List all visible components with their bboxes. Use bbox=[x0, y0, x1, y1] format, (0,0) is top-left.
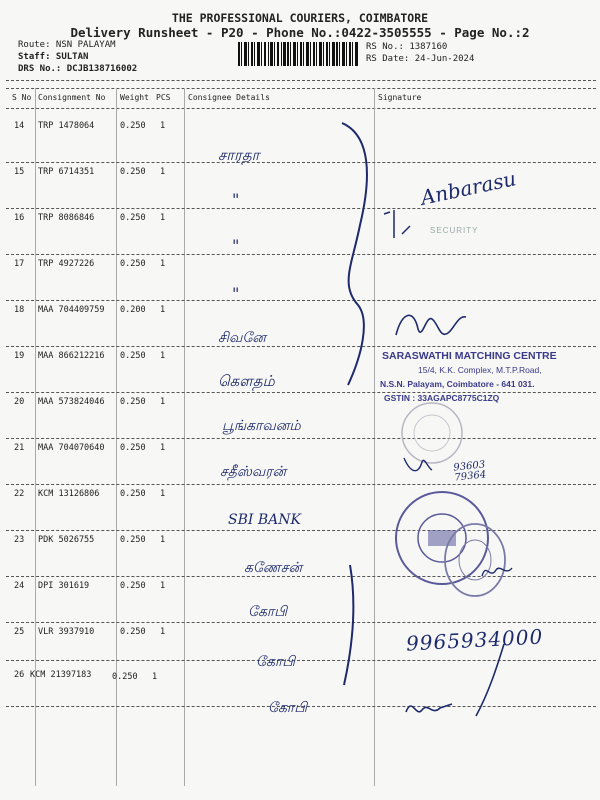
row-sno: 25 bbox=[14, 627, 25, 637]
row-pcs: 1 bbox=[160, 351, 166, 361]
row-consignment: MAA 573824046 bbox=[38, 397, 105, 407]
row-weight: 0.250 bbox=[120, 167, 146, 177]
row-handwritten-name: " bbox=[232, 190, 240, 209]
stamp-address-line1: 15/4, K.K. Complex, M.T.P.Road, bbox=[418, 365, 542, 375]
row-handwritten-name: கோபி bbox=[256, 654, 295, 670]
staff-label: Staff: SULTAN bbox=[18, 52, 89, 62]
col-divider-3 bbox=[184, 88, 185, 786]
row-weight: 0.250 bbox=[120, 489, 146, 499]
row-pcs: 1 bbox=[160, 443, 166, 453]
row-consignment: MAA 704409759 bbox=[38, 305, 105, 315]
row-consignment: MAA 704070640 bbox=[38, 443, 105, 453]
row-pcs: 1 bbox=[160, 305, 166, 315]
row-pcs: 1 bbox=[160, 535, 166, 545]
row-weight: 0.250 bbox=[120, 121, 146, 131]
row-consignment: MAA 866212216 bbox=[38, 351, 105, 361]
signature-scribble bbox=[380, 204, 420, 244]
signature-anbarasu: Anbarasu bbox=[418, 166, 519, 210]
col-header-pcs: PCS bbox=[156, 93, 171, 102]
row-pcs: 1 bbox=[160, 121, 166, 131]
row-weight: 0.250 bbox=[120, 351, 146, 361]
row-consignment: TRP 4927226 bbox=[38, 259, 95, 269]
row-handwritten-name: கோபி bbox=[248, 604, 287, 620]
row-sno: 21 bbox=[14, 443, 25, 453]
row-pcs: 1 bbox=[160, 259, 166, 269]
row-consignment: PDK 5026755 bbox=[38, 535, 95, 545]
col-header-details: Consignee Details bbox=[188, 93, 270, 102]
runsheet-subtitle: Delivery Runsheet - P20 - Phone No.:0422-3505555 - Page No.:2 bbox=[70, 25, 530, 40]
row-handwritten-name: பூங்காவனம் bbox=[222, 418, 301, 434]
col-header-weight: Weight bbox=[120, 93, 149, 102]
row-pcs: 1 bbox=[152, 672, 158, 682]
handwritten-phone-number: 9965934000 bbox=[405, 624, 544, 656]
row-weight: 0.250 bbox=[120, 397, 146, 407]
barcode bbox=[238, 42, 358, 66]
stamp-shop-name: SARASWATHI MATCHING CENTRE bbox=[382, 350, 557, 362]
row-rule bbox=[6, 484, 596, 485]
row-consignment: VLR 3937910 bbox=[38, 627, 95, 637]
signature-scribble bbox=[478, 556, 518, 586]
route-label: Route: NSN PALAYAM bbox=[18, 40, 116, 50]
row-weight: 0.250 bbox=[120, 443, 146, 453]
row-handwritten-name: கணேசன் bbox=[244, 560, 303, 576]
rs-number: RS No.: 1387160 bbox=[366, 42, 448, 52]
row-pcs: 1 bbox=[160, 627, 166, 637]
row-weight: 0.250 bbox=[112, 672, 138, 682]
col-header-consignment: Consignment No bbox=[38, 93, 106, 102]
signature-vertical-stroke bbox=[330, 560, 390, 690]
row-sno: 17 bbox=[14, 259, 25, 269]
row-handwritten-name: சிவனே bbox=[218, 330, 266, 346]
row-sno: 22 bbox=[14, 489, 25, 499]
rule-top-2 bbox=[6, 88, 596, 89]
row-sno: 23 bbox=[14, 535, 25, 545]
signature-long-stroke bbox=[470, 640, 510, 720]
rs-date: RS Date: 24-Jun-2024 bbox=[366, 54, 475, 64]
signature-scribble bbox=[392, 305, 472, 347]
stamp-gstin: GSTIN : 33AGAPC8775C1ZQ bbox=[384, 393, 500, 403]
signature-scribble bbox=[398, 452, 438, 482]
row-handwritten-name: " bbox=[232, 284, 240, 303]
row-consignment: TRP 8086846 bbox=[38, 213, 95, 223]
row-rule bbox=[6, 622, 596, 623]
row-pcs: 1 bbox=[160, 581, 166, 591]
row-pcs: 1 bbox=[160, 213, 166, 223]
row-weight: 0.200 bbox=[120, 305, 146, 315]
row-handwritten-name: கௌதம் bbox=[218, 372, 275, 390]
row-sno: 15 bbox=[14, 167, 25, 177]
row-weight: 0.250 bbox=[120, 535, 146, 545]
row-handwritten-name: சாரதா bbox=[218, 146, 260, 164]
row-sno: 18 bbox=[14, 305, 25, 315]
row-sno: 14 bbox=[14, 121, 25, 131]
row-sno: 20 bbox=[14, 397, 25, 407]
row-handwritten-name: SBI BANK bbox=[228, 512, 301, 528]
row-consignment: KCM 13126806 bbox=[38, 489, 100, 499]
signature-bracket-stroke bbox=[300, 115, 420, 415]
row-pcs: 1 bbox=[160, 489, 166, 499]
stamp-address-line2: N.S.N. Palayam, Coimbatore - 641 031. bbox=[380, 379, 535, 389]
row-handwritten-name: " bbox=[232, 236, 240, 255]
row-consignment: DPI 301619 bbox=[38, 581, 90, 591]
handwritten-note-numbers: 93603 79364 bbox=[452, 459, 487, 484]
col-divider-1 bbox=[35, 88, 36, 786]
security-stamp-text: SECURITY bbox=[430, 226, 479, 235]
rule-header bbox=[6, 108, 596, 109]
row-sno: 16 bbox=[14, 213, 25, 223]
row-rule bbox=[6, 438, 596, 439]
row-sno: 26 bbox=[14, 670, 25, 680]
row-weight: 0.250 bbox=[120, 627, 146, 637]
row-pcs: 1 bbox=[160, 167, 166, 177]
row-handwritten-name: சதீஸ்வரன் bbox=[220, 464, 287, 480]
row-consignment: TRP 1478064 bbox=[38, 121, 95, 131]
row-consignment: TRP 6714351 bbox=[38, 167, 95, 177]
row-handwritten-name: கோபி bbox=[268, 700, 307, 716]
drs-number: DRS No.: DCJB138716002 bbox=[18, 64, 138, 74]
row-weight: 0.250 bbox=[120, 213, 146, 223]
col-header-signature: Signature bbox=[378, 93, 422, 102]
company-title: THE PROFESSIONAL COURIERS, COIMBATORE bbox=[171, 11, 429, 25]
col-header-sno: S No bbox=[12, 93, 32, 102]
row-pcs: 1 bbox=[160, 397, 166, 407]
row-consignment: KCM 21397183 bbox=[30, 670, 92, 680]
row-sno: 19 bbox=[14, 351, 25, 361]
row-weight: 0.250 bbox=[120, 259, 146, 269]
rule-top bbox=[6, 80, 596, 81]
row-sno: 24 bbox=[14, 581, 25, 591]
row-weight: 0.250 bbox=[120, 581, 146, 591]
